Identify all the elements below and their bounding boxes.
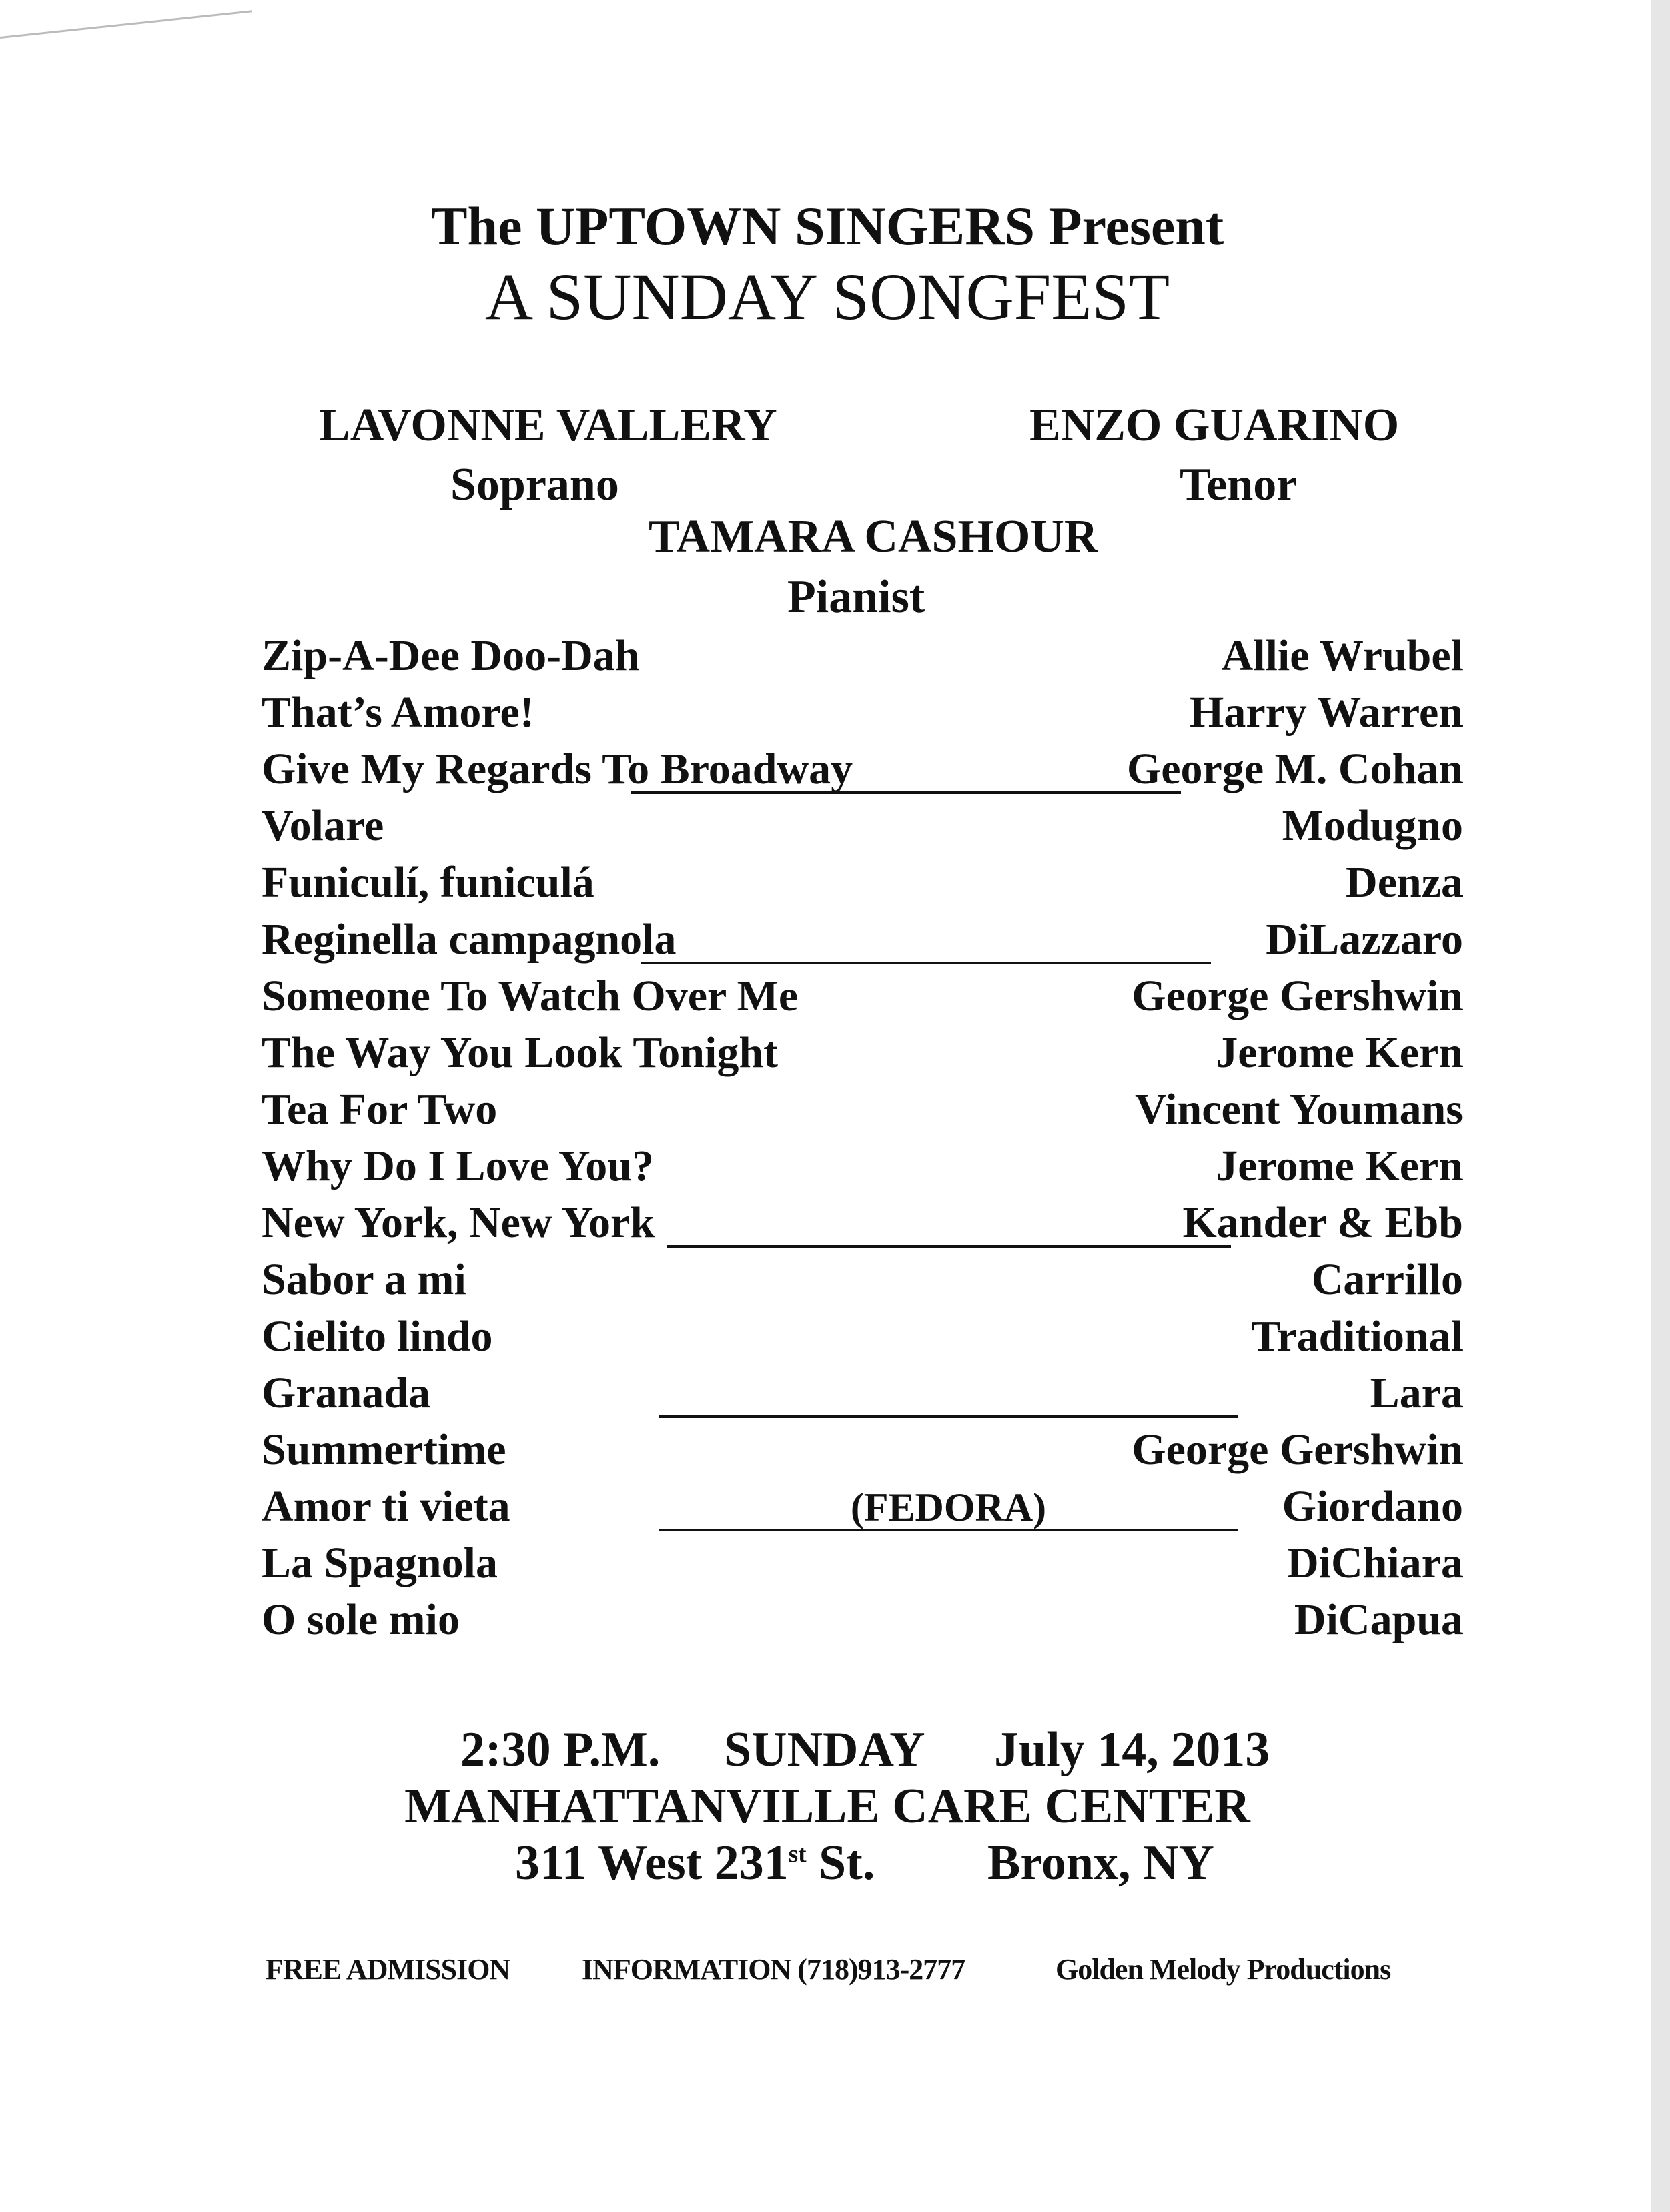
program-song: Give My Regards To Broadway — [262, 745, 853, 793]
program-song: That’s Amore! — [262, 688, 534, 737]
program-composer: George Gershwin — [1132, 1425, 1463, 1474]
program-composer: Traditional — [1251, 1312, 1463, 1361]
event-date: July 14, 2013 — [994, 1722, 1270, 1777]
program-song: Zip-A-Dee Doo-Dah — [262, 631, 640, 680]
program-song: Granada — [262, 1369, 431, 1417]
heading-presenter: The UPTOWN SINGERS Present — [430, 196, 1224, 256]
program-composer: George M. Cohan — [1126, 745, 1463, 793]
program-composer: DiChiara — [1287, 1539, 1463, 1587]
performer-soprano-role: Soprano — [450, 459, 619, 510]
address-street: St. — [819, 1836, 875, 1890]
event-day: SUNDAY — [724, 1722, 925, 1777]
performer-soprano-name: LAVONNE VALLERY — [319, 400, 777, 451]
address-number: 311 West 231 — [515, 1836, 789, 1890]
program-composer: Denza — [1346, 858, 1463, 907]
performer-tenor-name: ENZO GUARINO — [1029, 400, 1400, 451]
program-composer: George Gershwin — [1132, 972, 1463, 1020]
performer-tenor-role: Tenor — [1180, 459, 1298, 510]
footer-information: INFORMATION (718)913-2777 — [582, 1953, 965, 1986]
footer-admission: FREE ADMISSION — [266, 1953, 510, 1986]
program-composer: Carrillo — [1311, 1255, 1463, 1304]
program-composer: Lara — [1370, 1369, 1463, 1417]
program-composer: Kander & Ebb — [1182, 1198, 1463, 1247]
performer-pianist-role: Pianist — [787, 571, 925, 623]
program-song: Summertime — [262, 1425, 506, 1474]
program-composer: Harry Warren — [1190, 688, 1463, 737]
performer-pianist-name: TAMARA CASHOUR — [649, 511, 1098, 563]
leader-line — [641, 962, 1211, 964]
program-song: La Spagnola — [262, 1539, 498, 1587]
program-song: Tea For Two — [262, 1085, 498, 1134]
program-composer: Modugno — [1282, 801, 1463, 850]
program-song: Why Do I Love You? — [262, 1142, 654, 1190]
corner-mark — [0, 10, 252, 39]
heading-title: A SUNDAY SONGFEST — [484, 260, 1170, 334]
program-composer: Giordano — [1282, 1482, 1463, 1531]
program-song: O sole mio — [262, 1595, 460, 1644]
program-song: Amor ti vieta — [262, 1482, 510, 1531]
program-composer: Jerome Kern — [1216, 1028, 1463, 1077]
event-city: Bronx, NY — [987, 1836, 1214, 1890]
footer-producer: Golden Melody Productions — [1056, 1953, 1391, 1986]
address-suffix: st — [788, 1840, 807, 1868]
program-song: Someone To Watch Over Me — [262, 972, 799, 1020]
program-composer: DiCapua — [1294, 1595, 1463, 1644]
program-song: New York, New York — [262, 1198, 655, 1247]
leader-line — [631, 791, 1181, 794]
program-note: (FEDORA) — [850, 1485, 1047, 1529]
event-address — [515, 1838, 875, 1888]
event-venue: MANHATTANVILLE CARE CENTER — [404, 1779, 1250, 1834]
program-song: Cielito lindo — [262, 1312, 493, 1361]
program-song: Sabor a mi — [262, 1255, 466, 1304]
program-composer: Allie Wrubel — [1221, 631, 1463, 680]
page-edge-shadow — [1651, 0, 1670, 2212]
program-song: Reginella campagnola — [262, 915, 677, 964]
program-song: Volare — [262, 801, 384, 850]
event-time: 2:30 P.M. — [460, 1722, 661, 1777]
program-composer: Jerome Kern — [1216, 1142, 1463, 1190]
program-song: The Way You Look Tonight — [262, 1028, 779, 1077]
leader-line — [667, 1245, 1231, 1248]
leader-line — [659, 1415, 1238, 1418]
program-composer: Vincent Youmans — [1134, 1085, 1463, 1134]
program-composer: DiLazzaro — [1266, 915, 1463, 964]
program-song: Funiculí, funiculá — [262, 858, 594, 907]
